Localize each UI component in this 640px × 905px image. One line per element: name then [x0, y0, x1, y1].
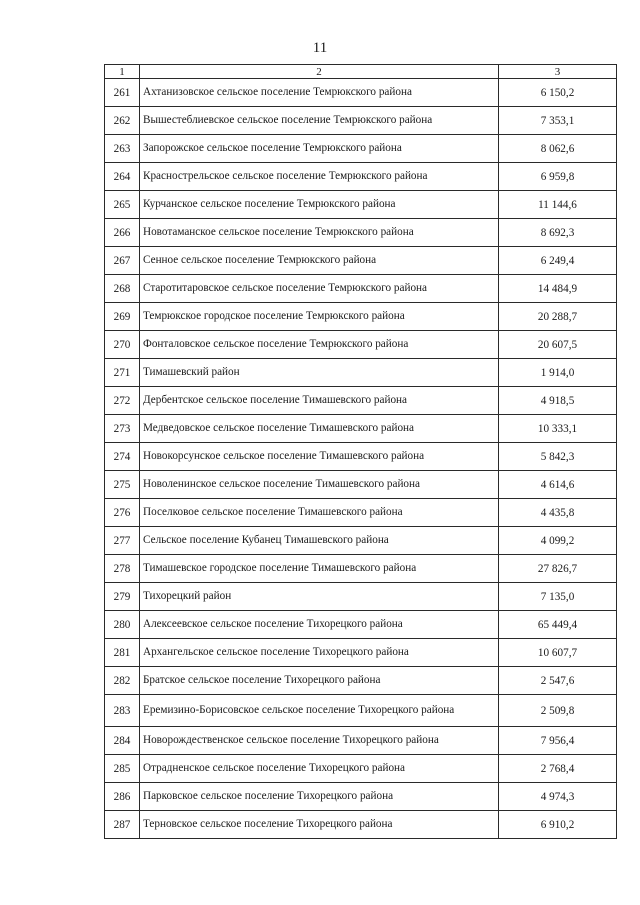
amount-value: 7 956,4	[499, 727, 617, 755]
settlement-name: Алексеевское сельское поселение Тихорецкого района	[140, 611, 499, 639]
table-row	[105, 107, 617, 135]
table-row	[105, 471, 617, 499]
settlement-name: Ахтанизовское сельское поселение Темрюкского района	[140, 79, 499, 107]
table-row	[105, 387, 617, 415]
header-row	[105, 65, 617, 79]
amount-value: 65 449,4	[499, 611, 617, 639]
amount-value: 4 614,6	[499, 471, 617, 499]
table-row	[105, 135, 617, 163]
settlement-name: Еремизино-Борисовское сельское поселение Тихорецкого района	[140, 695, 499, 727]
row-number: 267	[105, 247, 140, 275]
table-row	[105, 359, 617, 387]
amount-value: 8 062,6	[499, 135, 617, 163]
settlement-name: Краснострельское сельское поселение Темрюкского района	[140, 163, 499, 191]
amount-value: 10 333,1	[499, 415, 617, 443]
table-row	[105, 727, 617, 755]
table-row	[105, 303, 617, 331]
row-number: 269	[105, 303, 140, 331]
row-number: 272	[105, 387, 140, 415]
settlement-name: Сенное сельское поселение Темрюкского района	[140, 247, 499, 275]
table-row	[105, 639, 617, 667]
settlement-name: Тимашевский район	[140, 359, 499, 387]
settlement-name: Отрадненское сельское поселение Тихорецкого района	[140, 755, 499, 783]
amount-value: 7 353,1	[499, 107, 617, 135]
amount-value: 6 959,8	[499, 163, 617, 191]
amount-value: 10 607,7	[499, 639, 617, 667]
table-row	[105, 247, 617, 275]
amount-value: 2 768,4	[499, 755, 617, 783]
amount-value: 7 135,0	[499, 583, 617, 611]
table-row	[105, 667, 617, 695]
row-number: 277	[105, 527, 140, 555]
amount-value: 6 150,2	[499, 79, 617, 107]
row-number: 264	[105, 163, 140, 191]
table-row	[105, 191, 617, 219]
table-body	[105, 79, 617, 839]
row-number: 279	[105, 583, 140, 611]
row-number: 265	[105, 191, 140, 219]
table-row	[105, 219, 617, 247]
column-header-3: 3	[499, 65, 617, 79]
row-number: 282	[105, 667, 140, 695]
row-number: 263	[105, 135, 140, 163]
settlement-name: Дербентское сельское поселение Тимашевского района	[140, 387, 499, 415]
row-number: 284	[105, 727, 140, 755]
table-header	[105, 65, 617, 79]
table-row	[105, 163, 617, 191]
settlement-name: Старотитаровское сельское поселение Темрюкского района	[140, 275, 499, 303]
settlement-name: Тимашевское городское поселение Тимашевского района	[140, 555, 499, 583]
column-header-2: 2	[140, 65, 499, 79]
amount-value: 6 910,2	[499, 811, 617, 839]
table-row	[105, 555, 617, 583]
amount-value: 6 249,4	[499, 247, 617, 275]
settlement-name: Курчанское сельское поселение Темрюкского района	[140, 191, 499, 219]
row-number: 273	[105, 415, 140, 443]
row-number: 275	[105, 471, 140, 499]
row-number: 271	[105, 359, 140, 387]
amount-value: 2 547,6	[499, 667, 617, 695]
settlement-name: Новотаманское сельское поселение Темрюкского района	[140, 219, 499, 247]
row-number: 285	[105, 755, 140, 783]
row-number: 280	[105, 611, 140, 639]
settlement-name: Парковское сельское поселение Тихорецкого района	[140, 783, 499, 811]
table-row	[105, 527, 617, 555]
amount-value: 1 914,0	[499, 359, 617, 387]
amount-value: 4 435,8	[499, 499, 617, 527]
row-number: 276	[105, 499, 140, 527]
amount-value: 14 484,9	[499, 275, 617, 303]
table-row	[105, 695, 617, 727]
row-number: 278	[105, 555, 140, 583]
table-row	[105, 275, 617, 303]
row-number: 287	[105, 811, 140, 839]
amount-value: 11 144,6	[499, 191, 617, 219]
page-number: 11	[312, 40, 328, 56]
amount-value: 4 974,3	[499, 783, 617, 811]
table-row	[105, 499, 617, 527]
settlement-name: Братское сельское поселение Тихорецкого района	[140, 667, 499, 695]
table-row	[105, 415, 617, 443]
table-row	[105, 783, 617, 811]
settlement-name: Медведовское сельское поселение Тимашевского района	[140, 415, 499, 443]
settlement-name: Поселковое сельское поселение Тимашевского района	[140, 499, 499, 527]
table-row	[105, 811, 617, 839]
row-number: 268	[105, 275, 140, 303]
row-number: 266	[105, 219, 140, 247]
amount-value: 20 288,7	[499, 303, 617, 331]
table-row	[105, 755, 617, 783]
row-number: 281	[105, 639, 140, 667]
table-row	[105, 443, 617, 471]
settlement-name: Архангельское сельское поселение Тихорецкого района	[140, 639, 499, 667]
settlement-name: Новорождественское сельское поселение Тихорецкого района	[140, 727, 499, 755]
table-row	[105, 331, 617, 359]
amount-value: 20 607,5	[499, 331, 617, 359]
row-number: 262	[105, 107, 140, 135]
settlement-name: Вышестеблиевское сельское поселение Темрюкского района	[140, 107, 499, 135]
row-number: 274	[105, 443, 140, 471]
table-row	[105, 79, 617, 107]
settlement-name: Темрюкское городское поселение Темрюкского района	[140, 303, 499, 331]
amount-value: 2 509,8	[499, 695, 617, 727]
row-number: 261	[105, 79, 140, 107]
row-number: 286	[105, 783, 140, 811]
settlement-name: Сельское поселение Кубанец Тимашевского района	[140, 527, 499, 555]
row-number: 270	[105, 331, 140, 359]
settlement-name: Терновское сельское поселение Тихорецкого района	[140, 811, 499, 839]
table-row	[105, 583, 617, 611]
data-table	[104, 64, 617, 839]
table-row	[105, 611, 617, 639]
column-header-1: 1	[105, 65, 140, 79]
settlement-name: Новокорсунское сельское поселение Тимашевского района	[140, 443, 499, 471]
amount-value: 5 842,3	[499, 443, 617, 471]
settlement-name: Новоленинское сельское поселение Тимашевского района	[140, 471, 499, 499]
amount-value: 8 692,3	[499, 219, 617, 247]
amount-value: 4 918,5	[499, 387, 617, 415]
settlement-name: Тихорецкий район	[140, 583, 499, 611]
settlement-name: Запорожское сельское поселение Темрюкского района	[140, 135, 499, 163]
amount-value: 4 099,2	[499, 527, 617, 555]
settlement-name: Фонталовское сельское поселение Темрюкского района	[140, 331, 499, 359]
amount-value: 27 826,7	[499, 555, 617, 583]
row-number: 283	[105, 695, 140, 727]
